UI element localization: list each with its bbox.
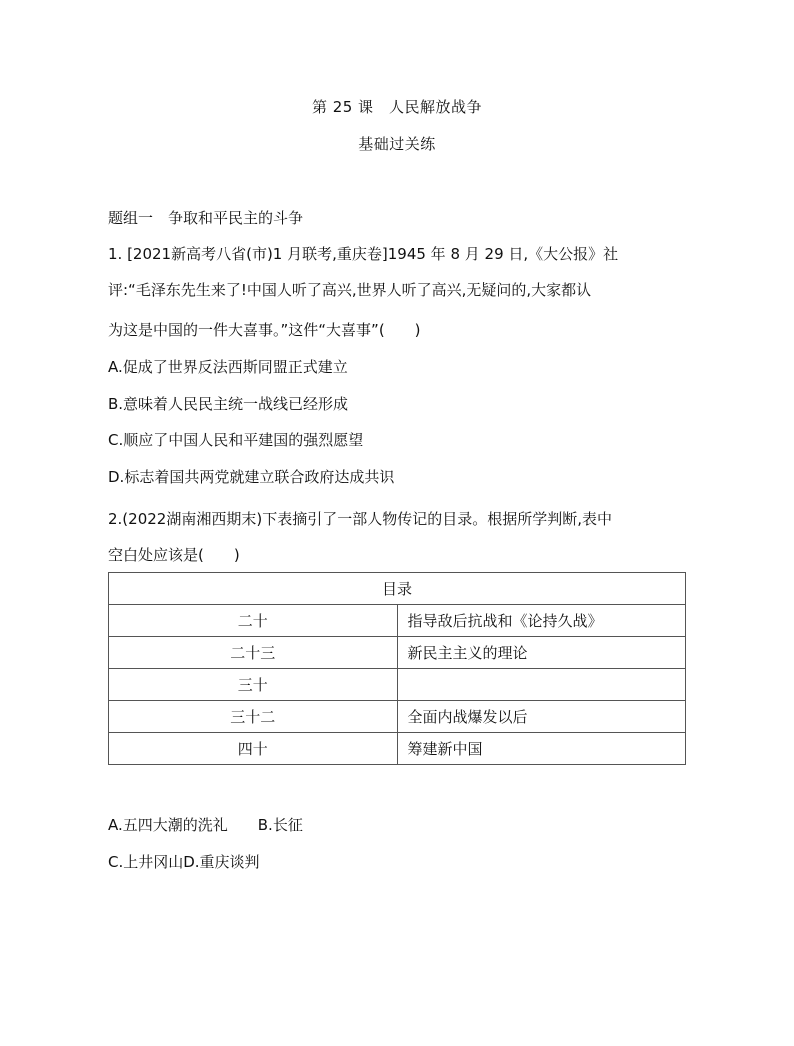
table-row — [109, 733, 686, 765]
q1-option-b: B.意味着人民民主统一战线已经形成 — [108, 395, 349, 413]
section-title: 基础过关练 — [358, 135, 436, 153]
contents-table — [108, 572, 686, 765]
q2-options-line-1: A.五四大潮的洗礼 B.长征 — [108, 816, 303, 834]
lesson-title: 第 25 课 人民解放战争 — [311, 98, 483, 116]
q1-stem-line-3: 为这是中国的一件大喜事。”这件“大喜事”( ) — [108, 321, 421, 339]
table-row — [109, 637, 686, 669]
group-title: 题组一 争取和平民主的斗争 — [108, 209, 304, 227]
q1-stem-line-2: 评:“毛泽东先生来了!中国人听了高兴,世界人听了高兴,无疑问的,大家都认 — [108, 281, 592, 299]
q1-option-d: D.标志着国共两党就建立联合政府达成共识 — [108, 468, 395, 486]
q2-stem-line-1: 2.(2022湖南湘西期末)下表摘引了一部人物传记的目录。根据所学判断,表中 — [108, 510, 612, 528]
chapter-title: 指导敌后抗战和《论持久战》 — [397, 605, 686, 637]
q1-option-a: A.促成了世界反法西斯同盟正式建立 — [108, 358, 348, 376]
table-header-row — [109, 573, 686, 605]
chapter-number: 三十 — [109, 669, 398, 701]
table-row — [109, 701, 686, 733]
table-row — [109, 605, 686, 637]
q1-option-c: C.顺应了中国人民和平建国的强烈愿望 — [108, 431, 364, 449]
chapter-title: 新民主主义的理论 — [397, 637, 686, 669]
chapter-title: 筹建新中国 — [397, 733, 686, 765]
q2-options-line-2: C.上井冈山D.重庆谈判 — [108, 853, 260, 871]
chapter-title: 全面内战爆发以后 — [397, 701, 686, 733]
q2-stem-line-2: 空白处应该是( ) — [108, 546, 240, 564]
table-row — [109, 669, 686, 701]
table-header: 目录 — [109, 573, 686, 605]
chapter-number: 四十 — [109, 733, 398, 765]
chapter-number: 二十三 — [109, 637, 398, 669]
chapter-title-blank — [397, 669, 686, 701]
q1-stem-line-1: 1. [2021新高考八省(市)1 月联考,重庆卷]1945 年 8 月 29 日,《大公报》社 — [108, 245, 619, 263]
chapter-number: 三十二 — [109, 701, 398, 733]
chapter-number: 二十 — [109, 605, 398, 637]
